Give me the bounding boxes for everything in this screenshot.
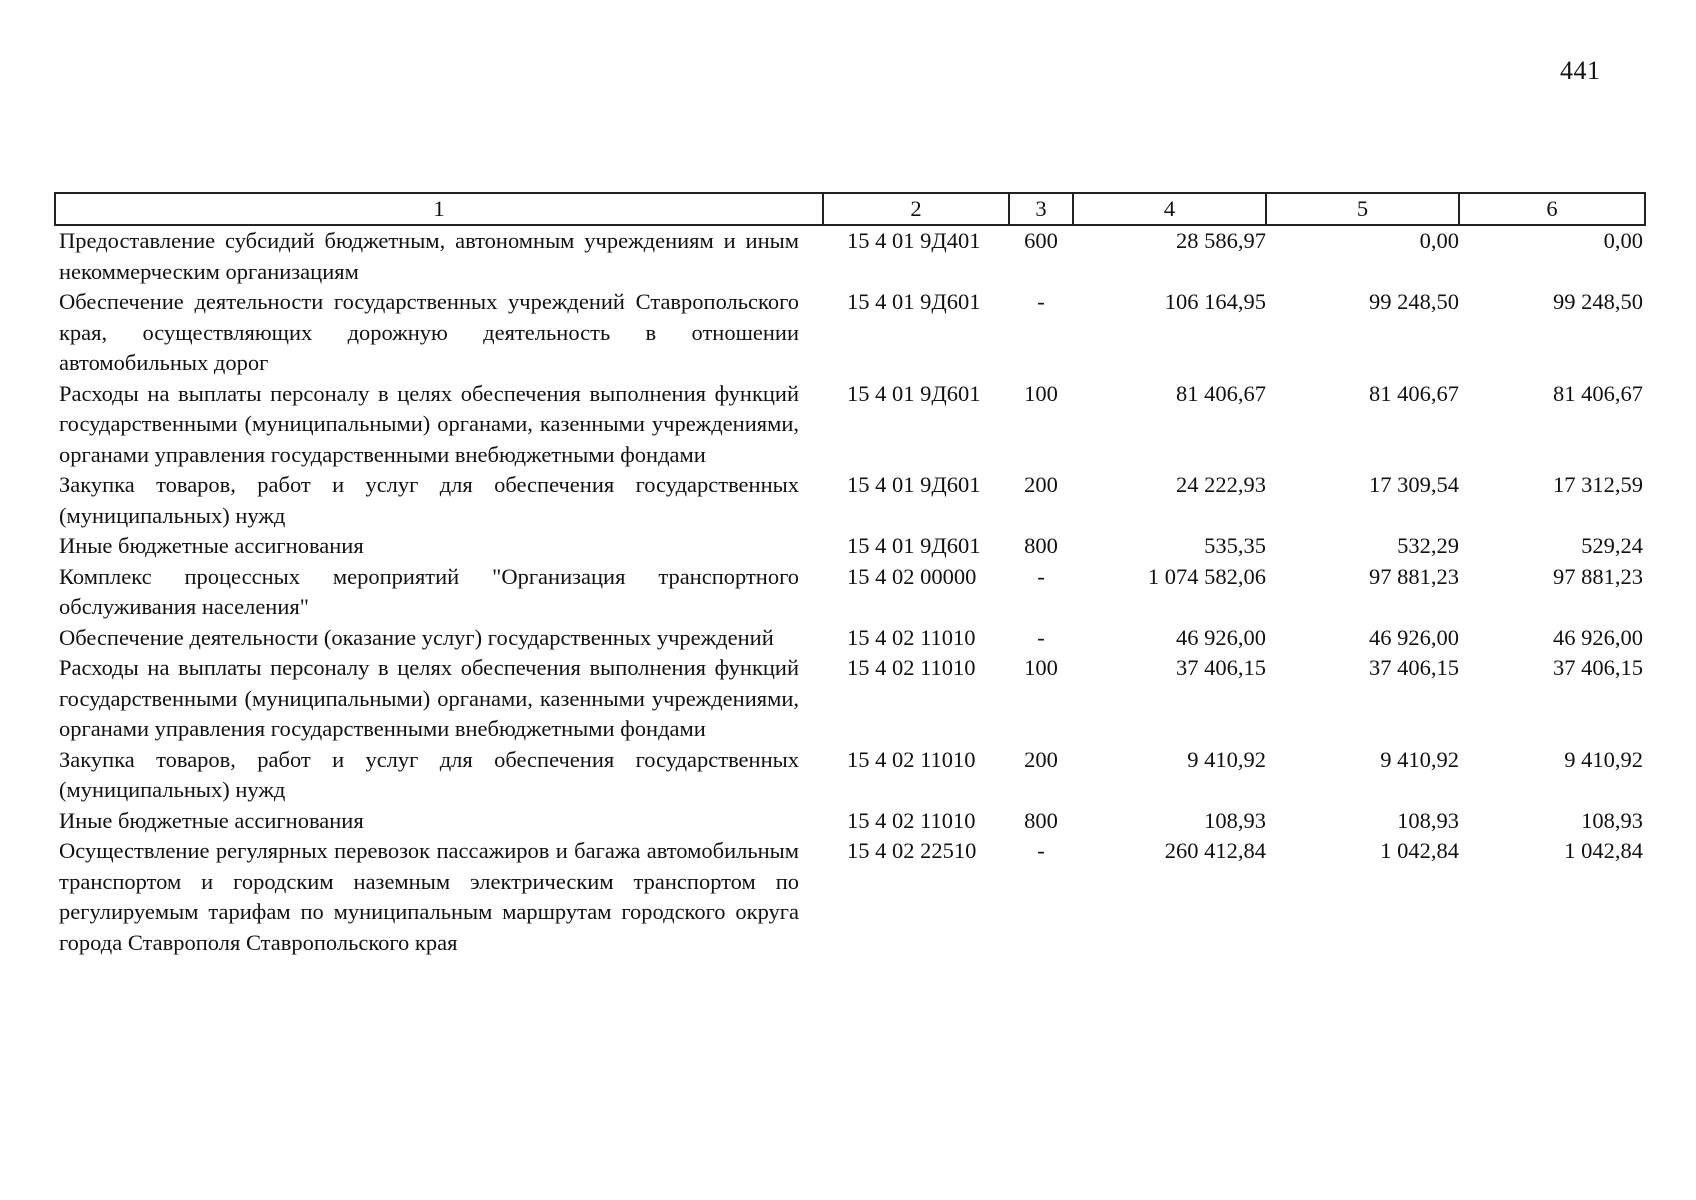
row-value-col6: 81 406,67 (1553, 380, 1643, 406)
row-value-col5: 9 410,92 (1380, 746, 1459, 772)
header-row (55, 193, 1645, 225)
row-name: Осуществление регулярных перевозок пассажиров и багажа автомобильным транспортом и городским наземным электрическим транспортом по регулируемым тарифам по муниципальным маршрутам городского округа города Ставрополя Ставропольского края (59, 838, 799, 955)
row-expense-type: - (1037, 624, 1045, 650)
row-value-col6: 97 881,23 (1553, 563, 1643, 589)
row-expense-type: - (1037, 838, 1045, 863)
header-cell-6: 6 (1459, 193, 1645, 225)
row-code: 15 4 01 9Д401 (847, 228, 981, 253)
header-cell-3: 3 (1009, 193, 1073, 225)
table-row (55, 379, 1645, 471)
row-code: 15 4 02 11010 (847, 807, 976, 833)
row-code: 15 4 01 9Д601 (847, 380, 981, 406)
row-expense-type: 100 (1024, 380, 1058, 406)
row-code: 15 4 01 9Д601 (847, 472, 981, 497)
row-expense-type: - (1037, 289, 1045, 314)
row-value-col5: 532,29 (1397, 533, 1459, 558)
table-row (55, 806, 1645, 837)
header-cell-1: 1 (55, 193, 823, 225)
row-name: Закупка товаров, работ и услуг для обеспечения государственных (муниципальных) нужд (59, 746, 799, 802)
row-value-col4: 260 412,84 (1164, 838, 1266, 863)
row-value-col5: 37 406,15 (1369, 655, 1459, 680)
table-row (55, 287, 1645, 379)
table-row (55, 470, 1645, 531)
row-name: Расходы на выплаты персоналу в целях обеспечения выполнения функций государственными (муниципальными) органами, казенными учреждениями, органами управления государственными внебюджетными фондами (59, 380, 799, 467)
row-expense-type: 800 (1024, 807, 1058, 833)
row-value-col4: 28 586,97 (1176, 228, 1266, 253)
row-value-col4: 81 406,67 (1176, 380, 1266, 406)
row-value-col5: 81 406,67 (1369, 380, 1459, 406)
row-name: Иные бюджетные ассигнования (59, 807, 364, 833)
row-value-col5: 97 881,23 (1369, 563, 1459, 589)
row-code: 15 4 01 9Д601 (847, 289, 981, 314)
row-value-col6: 37 406,15 (1553, 655, 1643, 680)
row-value-col4: 9 410,92 (1187, 746, 1266, 772)
row-value-col5: 99 248,50 (1369, 289, 1459, 314)
row-name: Иные бюджетные ассигнования (59, 533, 364, 558)
budget-table (54, 192, 1646, 958)
header-cell-2: 2 (823, 193, 1009, 225)
table-row (55, 623, 1645, 654)
row-code: 15 4 02 11010 (847, 655, 976, 680)
row-value-col6: 9 410,92 (1564, 746, 1643, 772)
header-cell-5: 5 (1266, 193, 1459, 225)
table-row (55, 653, 1645, 745)
table-row (55, 836, 1645, 958)
row-value-col5: 0,00 (1419, 228, 1459, 253)
row-name: Закупка товаров, работ и услуг для обеспечения государственных (муниципальных) нужд (59, 472, 799, 528)
row-expense-type: 100 (1024, 655, 1058, 680)
row-value-col6: 46 926,00 (1553, 624, 1643, 650)
row-expense-type: - (1037, 563, 1045, 589)
row-value-col6: 17 312,59 (1553, 472, 1643, 497)
table-header (55, 193, 1645, 225)
row-value-col4: 37 406,15 (1176, 655, 1266, 680)
row-code: 15 4 02 11010 (847, 624, 976, 650)
header-cell-4: 4 (1073, 193, 1266, 225)
row-name: Расходы на выплаты персоналу в целях обеспечения выполнения функций государственными (муниципальными) органами, казенными учреждениями, органами управления государственными внебюджетными фондами (59, 655, 799, 741)
row-expense-type: 200 (1024, 746, 1058, 772)
row-value-col4: 535,35 (1204, 533, 1266, 558)
row-value-col4: 108,93 (1204, 807, 1266, 833)
row-value-col5: 46 926,00 (1369, 624, 1459, 650)
row-value-col4: 1 074 582,06 (1147, 563, 1266, 589)
table-row (55, 225, 1645, 287)
row-code: 15 4 01 9Д601 (847, 533, 981, 558)
table-row (55, 562, 1645, 623)
row-code: 15 4 02 11010 (847, 746, 976, 772)
row-name: Обеспечение деятельности (оказание услуг) государственных учреждений (59, 624, 774, 650)
page-number: 441 (1560, 56, 1601, 85)
row-value-col6: 0,00 (1603, 228, 1643, 253)
row-expense-type: 800 (1024, 533, 1058, 558)
row-value-col6: 108,93 (1581, 807, 1643, 833)
row-value-col5: 108,93 (1397, 807, 1459, 833)
row-name: Обеспечение деятельности государственных учреждений Ставропольского края, осуществляющих дорожную деятельность в отношении автомобильных дорог (59, 289, 799, 375)
row-value-col6: 529,24 (1581, 533, 1643, 558)
row-value-col5: 17 309,54 (1369, 472, 1459, 497)
table-row (55, 531, 1645, 562)
table-row (55, 745, 1645, 806)
row-value-col6: 99 248,50 (1553, 289, 1643, 314)
row-expense-type: 200 (1024, 472, 1058, 497)
row-value-col4: 46 926,00 (1176, 624, 1266, 650)
row-value-col6: 1 042,84 (1564, 838, 1643, 863)
row-expense-type: 600 (1024, 228, 1058, 253)
row-name: Комплекс процессных мероприятий "Организация транспортного обслуживания населения" (59, 563, 799, 619)
row-code: 15 4 02 00000 (847, 563, 977, 589)
row-code: 15 4 02 22510 (847, 838, 977, 863)
row-value-col4: 106 164,95 (1164, 289, 1266, 314)
row-value-col5: 1 042,84 (1380, 838, 1459, 863)
row-name: Предоставление субсидий бюджетным, автономным учреждениям и иным некоммерческим организациям (59, 228, 799, 284)
table-body (55, 225, 1645, 958)
row-value-col4: 24 222,93 (1176, 472, 1266, 497)
